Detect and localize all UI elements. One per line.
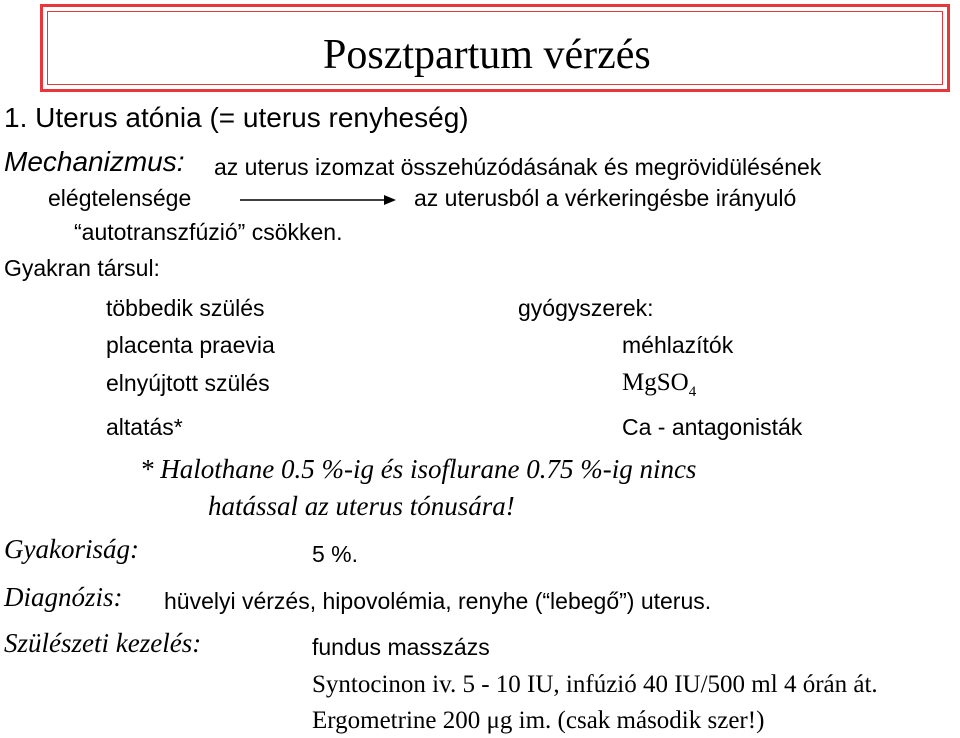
- title-box: [40, 4, 950, 92]
- treatment-item-3: Ergometrine 200 μg im. (csak második szer!): [312, 707, 765, 734]
- mechanism-line-2-start: elégtelensége: [48, 185, 192, 211]
- mechanism-label: Mechanizmus:: [4, 146, 185, 177]
- treatment-item-1: fundus masszázs: [312, 634, 490, 660]
- associated-item-4: altatás*: [106, 414, 183, 440]
- treatment-label: Szülészeti kezelés:: [4, 628, 202, 658]
- mechanism-line-2-end: az uterusból a vérkeringésbe irányuló: [414, 185, 797, 211]
- frequency-value: 5 %.: [312, 541, 359, 567]
- frequency-label: Gyakoriság:: [4, 534, 139, 564]
- diagnosis-label: Diagnózis:: [4, 582, 123, 612]
- drug-item-1: méhlazítók: [622, 332, 734, 358]
- associated-item-1: többedik szülés: [106, 295, 265, 321]
- associated-item-2: placenta praevia: [106, 332, 275, 358]
- section-heading: 1. Uterus atónia (= uterus renyheség): [4, 102, 469, 133]
- diagnosis-value: hüvelyi vérzés, hipovolémia, renyhe (“lebegő”) uterus.: [164, 588, 712, 614]
- footnote-line-1: * Halothane 0.5 %-ig és isoflurane 0.75 %-ig nincs: [140, 454, 697, 484]
- drug-item-2: MgSO$_4$: [622, 369, 697, 400]
- drug-item-3: Ca - antagonisták: [622, 414, 803, 440]
- slide-title: Posztpartum vérzés: [323, 32, 651, 78]
- treatment-item-2: Syntocinon iv. 5 - 10 IU, infúzió 40 IU/500 ml 4 órán át.: [312, 671, 878, 698]
- arrow-icon: [238, 190, 398, 210]
- drugs-label: gyógyszerek:: [518, 295, 654, 321]
- footnote-line-2: hatással az uterus tónusára!: [208, 491, 515, 521]
- mechanism-line-1: az uterus izomzat összehúzódásának és megrövidülésének: [214, 154, 822, 180]
- associated-item-3: elnyújtott szülés: [106, 370, 270, 396]
- associated-label: Gyakran társul:: [4, 255, 160, 281]
- mechanism-line-3: “autotranszfúzió” csökken.: [74, 219, 343, 245]
